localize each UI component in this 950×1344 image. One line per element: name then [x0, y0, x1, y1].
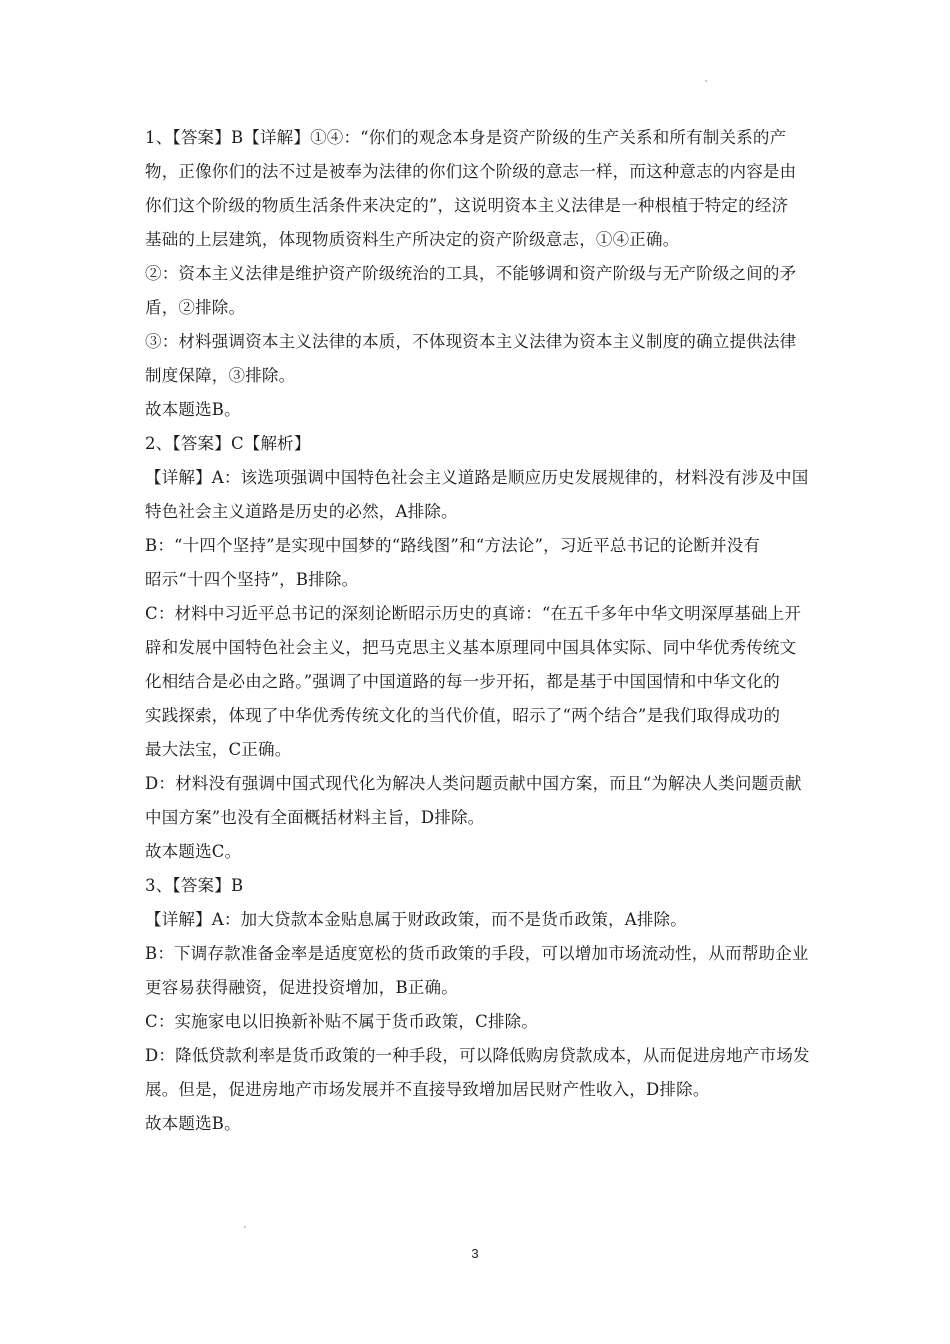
- text-line: 更容易获得融资，促进投资增加，B正确。: [145, 978, 458, 997]
- text-line: 化相结合是必由之路。”强调了中国道路的每一步开拓，都是基于中国国情和中华文化的: [145, 672, 780, 691]
- text-line: 1、【答案】B【详解】①④：“你们的观念本身是资产阶级的生产关系和所有制关系的产: [145, 128, 787, 147]
- text-line: 故本题选B。: [145, 1114, 241, 1133]
- text-line: ③：材料强调资本主义法律的本质，不体现资本主义法律为资本主义制度的确立提供法律: [145, 332, 797, 351]
- text-line: 【详解】A：该选项强调中国特色社会主义道路是顺应历史发展规律的，材料没有涉及中国: [145, 468, 809, 487]
- text-line: 基础的上层建筑，体现物质资料生产所决定的资产阶级意志，①④正确。: [145, 230, 680, 249]
- text-line: B：下调存款准备金率是适度宽松的货币政策的手段，可以增加市场流动性，从而帮助企业: [145, 944, 809, 963]
- text-line: 物，正像你们的法不过是被奉为法律的你们这个阶级的意志一样，而这种意志的内容是由: [145, 162, 797, 181]
- text-line: 盾，②排除。: [145, 298, 246, 317]
- text-line: D：材料没有强调中国式现代化为解决人类问题贡献中国方案，而且“为解决人类问题贡献: [145, 774, 802, 793]
- text-line: C：实施家电以旧换新补贴不属于货币政策，C排除。: [145, 1012, 539, 1031]
- text-line: 辟和发展中国特色社会主义，把马克思主义基本原理同中国具体实际、同中华优秀传统文: [145, 638, 797, 657]
- page-number: 3: [471, 1246, 479, 1261]
- scan-speck: [244, 1226, 246, 1228]
- text-line: 故本题选B。: [145, 400, 241, 419]
- text-line: 昭示“十四个坚持”，B排除。: [145, 570, 359, 589]
- text-line: 2、【答案】C【解析】: [145, 434, 311, 453]
- text-line: 实践探索，体现了中华优秀传统文化的当代价值，昭示了“两个结合”是我们取得成功的: [145, 706, 781, 725]
- scan-speck: [705, 80, 707, 82]
- text-line: 中国方案”也没有全面概括材料主旨，D排除。: [145, 808, 485, 827]
- text-line: 特色社会主义道路是历史的必然，A排除。: [145, 502, 458, 521]
- text-line: 制度保障，③排除。: [145, 366, 296, 385]
- text-line: 你们这个阶级的物质生活条件来决定的”，这说明资本主义法律是一种根植于特定的经济: [145, 196, 789, 215]
- text-line: D：降低贷款利率是货币政策的一种手段，可以降低购房贷款成本，从而促进房地产市场发: [145, 1046, 810, 1065]
- text-line: 最大法宝，C正确。: [145, 740, 292, 759]
- text-line: 展。但是，促进房地产市场发展并不直接导致增加居民财产性收入，D排除。: [145, 1080, 710, 1099]
- text-line: B：“十四个坚持”是实现中国梦的“路线图”和“方法论”，习近平总书记的论断并没有: [145, 536, 761, 555]
- text-line: 3、【答案】B: [145, 876, 244, 895]
- text-line: 【详解】A：加大贷款本金贴息属于财政政策，而不是货币政策，A排除。: [145, 910, 687, 929]
- text-line: 故本题选C。: [145, 842, 242, 861]
- answer-text-body: [145, 121, 810, 1141]
- text-line: C：材料中习近平总书记的深刻论断昭示历史的真谛：“在五千多年中华文明深厚基础上开: [145, 604, 802, 623]
- text-line: ②：资本主义法律是维护资产阶级统治的工具，不能够调和资产阶级与无产阶级之间的矛: [145, 264, 797, 283]
